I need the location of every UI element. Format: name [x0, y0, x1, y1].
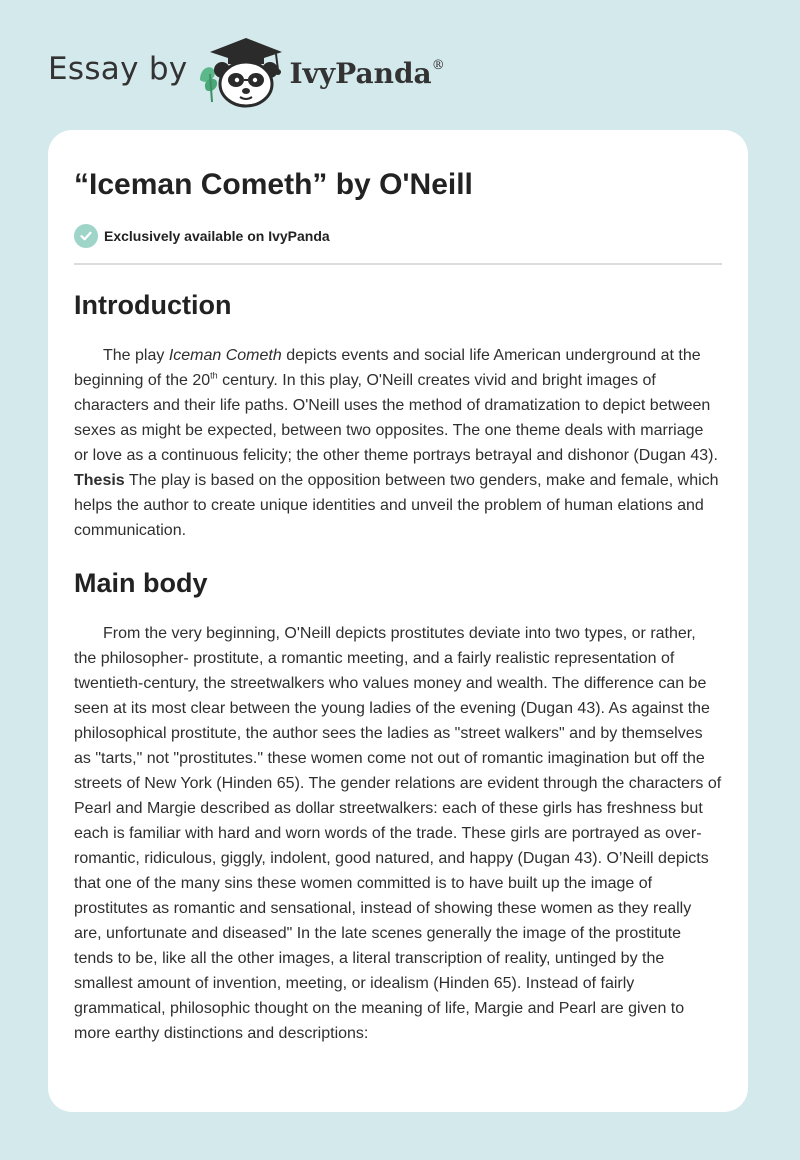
- section-heading-introduction: Introduction: [74, 290, 232, 320]
- essay-card: [48, 130, 748, 1112]
- exclusive-badge: [74, 223, 722, 249]
- brand-name[interactable]: IvyPanda®: [289, 56, 445, 90]
- essay-title: “Iceman Cometh” by O'Neill: [74, 168, 473, 201]
- registered-mark: ®: [431, 57, 445, 73]
- main-body-paragraph: From the very beginning, O'Neill depicts prostitutes deviate into two types, or rather, the philosopher- prostitute, a romantic meeting, and a fairly realistic representation of twentieth-century, the streetwalkers who values money and wealth. The difference can be seen at its most clear between the young ladies of the evening (Dugan 43). As against the philosophical prostitute, the author sees the ladies as "street walkers" and by themselves as "tarts," not "prostitutes." these women come not out of romantic imagination but off the streets of New York (Hinden 65). The gender relations are evident through the characters of Pearl and Margie described as dollar streetwalkers: each of these girls has freshness but each is familiar with hard and worn words of the trade. These girls are portrayed as over-romantic, ridiculous, giggly, indolent, good natured, and happy (Dugan 43). O’Neill depicts that one of the many sins these women committed is to have built up the image of prostitutes as romantic and sensational, instead of showing these women as they really are, unfortunate and diseased" In the late scenes generally the image of the prostitute tends to be, like all the other images, a literal transcription of reality, untinged by the smallest amount of invention, meeting, or idealism (Hinden 65). Instead of fairly grammatical, philosophic thought on the meaning of life, Margie and Pearl are given to more earthy distinctions and descriptions:: [74, 625, 722, 1042]
- title-divider: [74, 263, 722, 265]
- play-title-italic: Iceman Cometh: [168, 347, 282, 364]
- site-header: [48, 30, 445, 110]
- exclusive-badge-text: Exclusively available on IvyPanda: [104, 228, 330, 244]
- essay-by-label: Essay by: [48, 51, 188, 87]
- section-heading-main-body: Main body: [74, 568, 208, 598]
- panda-graduate-logo-icon[interactable]: [196, 30, 288, 110]
- check-circle-icon: [74, 224, 98, 248]
- thesis-label: Thesis: [74, 472, 125, 489]
- introduction-paragraph: The play Iceman Cometh depicts events and social life American underground at the beginning of the 20th century. In this play, O'Neill creates vivid and bright images of characters and their life paths. O'Neill uses the method of dramatization to depict between sexes as might be expected, between two opposites. The one theme deals with marriage or love as a continuous felicity; the other theme portrays betrayal and dishonor (Dugan 43). Thesis The play is based on the opposition between two genders, make and female, which helps the author to create unique identities and unveil the problem of human elations and communication.: [74, 347, 719, 539]
